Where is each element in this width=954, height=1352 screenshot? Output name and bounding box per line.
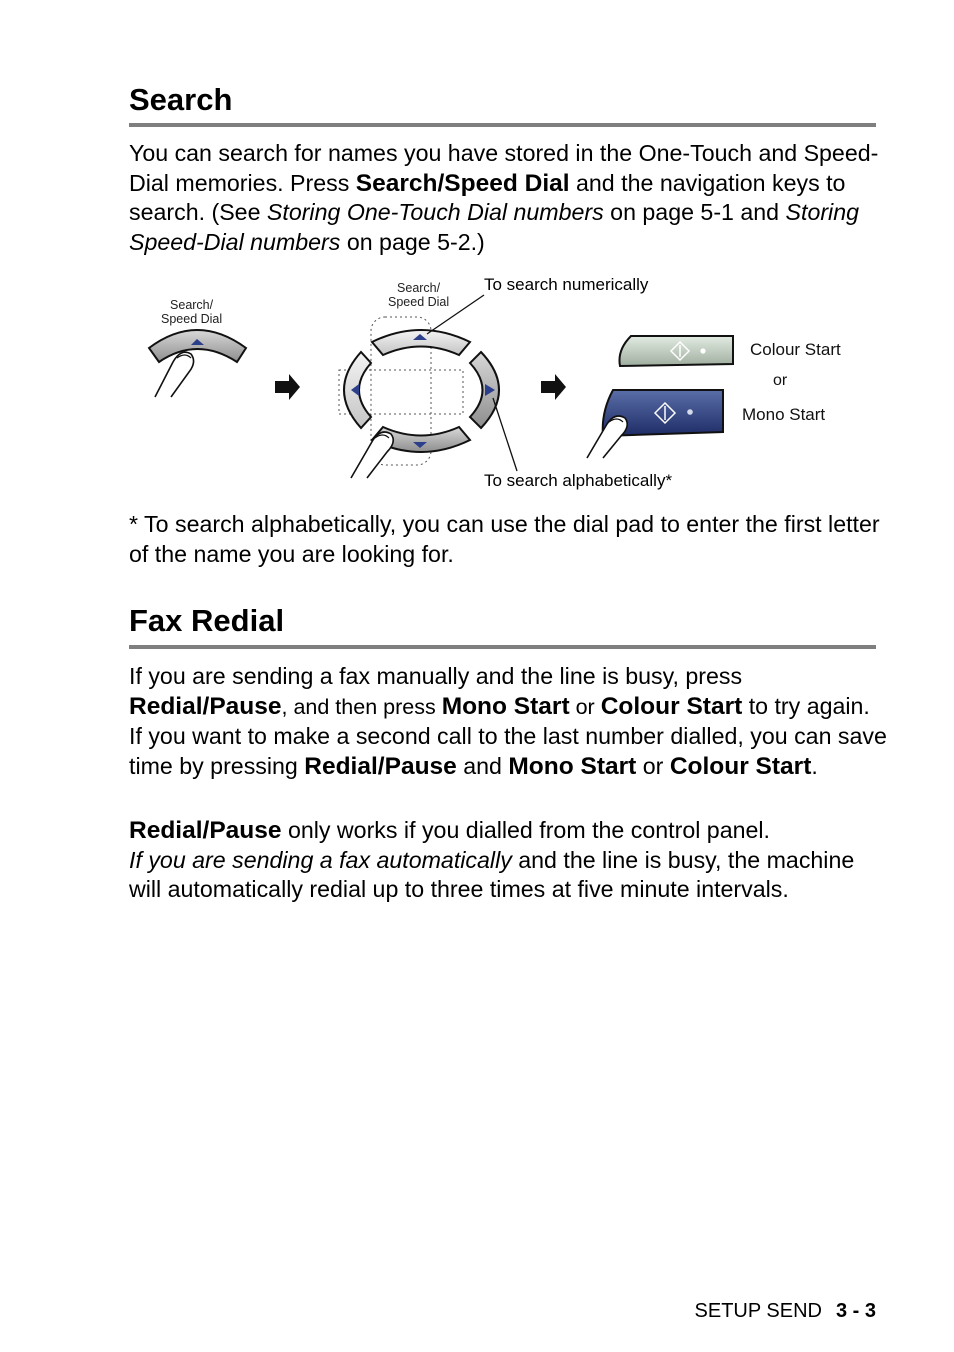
label-or: or	[773, 372, 788, 389]
page-footer	[695, 1300, 876, 1323]
key-redial-pause: Redial/Pause	[129, 817, 282, 844]
indicator-led-icon	[687, 409, 693, 415]
next-step-arrow-icon	[541, 374, 566, 400]
title-rule	[129, 645, 876, 649]
cross-reference: Storing Speed-Dial numbers	[129, 199, 859, 255]
label-mono-start: Mono Start	[742, 405, 826, 424]
callout-search-alphabetically: To search alphabetically*	[484, 471, 673, 490]
key-label-search-speed-dial: Search/ Speed Dial	[388, 281, 450, 309]
key-colour-start: Colour Start	[669, 752, 812, 780]
key-redial-pause: Redial/Pause	[304, 752, 457, 780]
search-paragraph: You can search for names you have stored in the One-Touch and Speed-Dial memories. Press Search/Speed Dial and the navigation keys to search. (See Storing One-Touch Dial numbers on page 5-1 and Storing Speed-Dial numbers on page 5-2.)	[129, 140, 879, 255]
key-mono-start: Mono Start	[508, 752, 637, 780]
indicator-led-icon	[700, 348, 705, 353]
cross-reference: Storing One-Touch Dial numbers	[266, 199, 604, 225]
key-search-speed-dial: Search/Speed Dial	[355, 169, 570, 197]
page-number: 3 - 3	[835, 1300, 876, 1322]
search-figure	[129, 262, 889, 502]
section-title-search: Search	[129, 82, 233, 117]
callout-search-numerically: To search numerically	[484, 275, 649, 294]
title-rule	[129, 123, 876, 127]
next-step-arrow-icon	[275, 374, 300, 400]
fax-redial-paragraph: If you are sending a fax manually and the line is busy, press Redial/Pause, and then press Mono Start or Colour Start to try again. If you want to make a second call to the last number dialled, you can save time by pressing Redial/Pause and Mono Start or Colour Start.	[129, 663, 887, 780]
emphasis-text: If you are sending a fax automatically	[129, 846, 512, 873]
navigation-keys	[339, 317, 499, 465]
key-redial-pause: Redial/Pause	[129, 692, 282, 720]
label-colour-start: Colour Start	[750, 340, 841, 359]
callout-leader-alpha	[493, 398, 517, 471]
footer-section: SETUP SEND	[694, 1300, 822, 1322]
search-footnote: * To search alphabetically, you can use the dial pad to enter the first letter of the name you are looking for.	[129, 511, 880, 567]
section-title-fax-redial: Fax Redial	[129, 603, 285, 638]
key-colour-start: Colour Start	[600, 692, 743, 720]
key-label-search-speed-dial: Search/ Speed Dial	[161, 298, 223, 326]
search-speed-dial-key	[149, 330, 246, 362]
colour-start-key	[619, 336, 733, 366]
key-mono-start: Mono Start	[441, 692, 570, 720]
fax-redial-note: Redial/Pause only works if you dialled from the control panel. If you are sending a fax automatically and the line is busy, the machine will automatically redial up to three times at five minute intervals.	[129, 817, 855, 902]
